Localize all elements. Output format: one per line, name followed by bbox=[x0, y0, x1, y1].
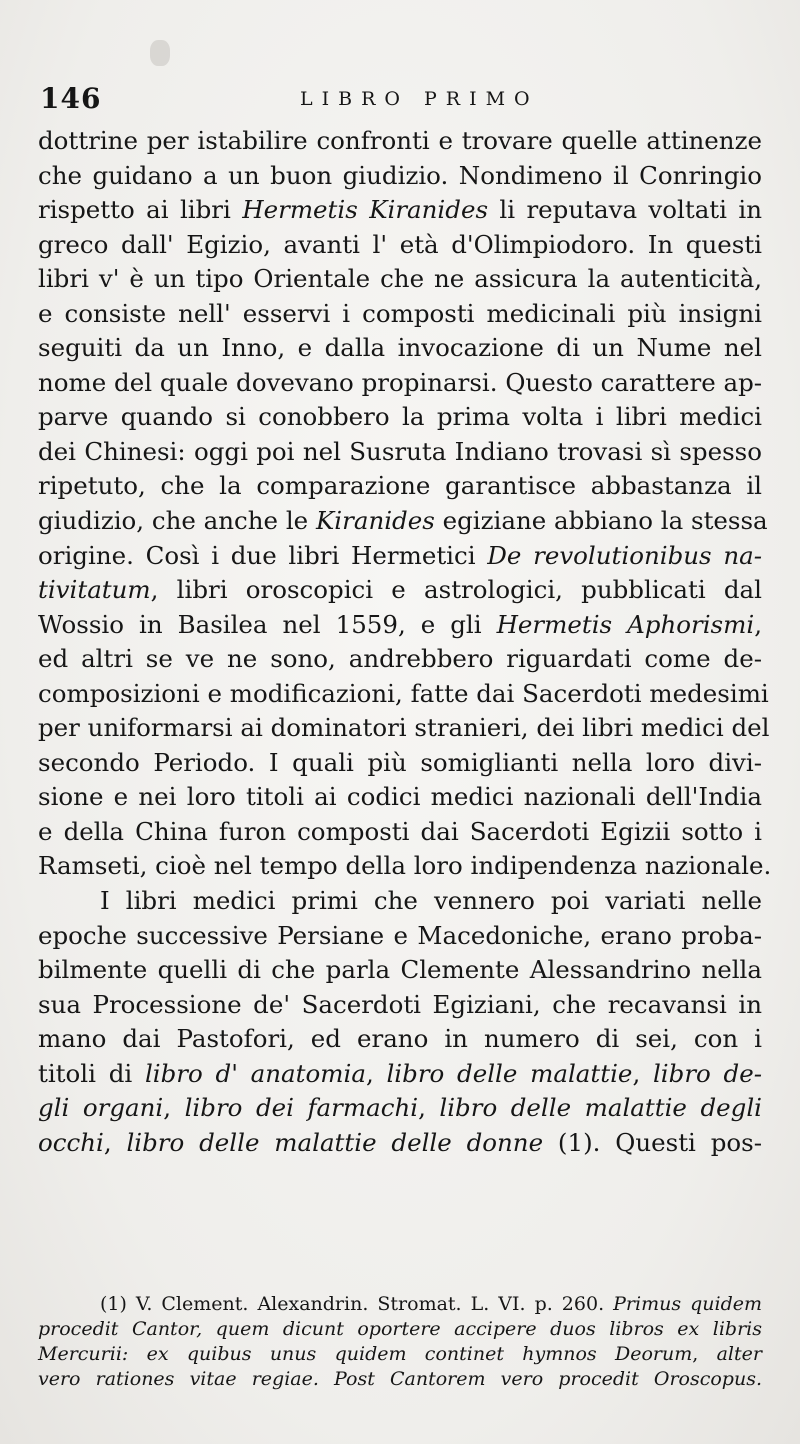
text-line bbox=[38, 953, 762, 988]
text-run: epoche successive Persiane e Macedoniche, erano proba- bbox=[38, 920, 762, 950]
text-run: , bbox=[632, 1058, 653, 1088]
text-run: parve quando si conobbero la prima volta i libri medici bbox=[38, 402, 762, 432]
footnote-line bbox=[38, 1292, 762, 1317]
text-run: origine. Così i due libri Hermetici bbox=[38, 540, 488, 570]
text-run: I libri medici primi che vennero poi variati nelle bbox=[100, 886, 762, 916]
text-line bbox=[38, 1022, 762, 1057]
text-line bbox=[38, 815, 762, 850]
text-run: rispetto ai libri bbox=[38, 195, 243, 225]
italic-run: tivitatum bbox=[38, 575, 151, 605]
text-run: dottrine per istabilire confronti e trovare quelle attinenze bbox=[38, 126, 762, 155]
text-run: mano dai Pastofori, ed erano in numero di sei, con i bbox=[38, 1024, 762, 1054]
text-line bbox=[38, 780, 762, 815]
text-run: giudizio, che anche le bbox=[38, 506, 316, 536]
text-run: ripetuto, che la comparazione garantisce abbastanza il bbox=[38, 471, 762, 501]
text-line bbox=[38, 608, 762, 643]
italic-run: gli organi bbox=[38, 1093, 164, 1123]
text-run: composizioni e modificazioni, fatte dai Sacerdoti medesimi bbox=[38, 678, 769, 708]
text-line bbox=[38, 193, 762, 228]
italic-run: De revolutionibus na- bbox=[487, 540, 762, 570]
italic-run: Kiranides bbox=[315, 506, 435, 536]
text-line bbox=[38, 919, 762, 954]
italic-run: libro d' anatomia bbox=[144, 1058, 366, 1088]
text-run: (1) V. Clement. Alexandrin. Stromat. L. VI. p. 260. bbox=[100, 1293, 614, 1315]
text-run: bilmente quelli di che parla Clemente Alessandrino nella bbox=[38, 955, 762, 985]
text-run: , bbox=[103, 1127, 127, 1157]
text-line bbox=[38, 988, 762, 1023]
footnote-line bbox=[38, 1342, 762, 1367]
text-line bbox=[38, 504, 768, 539]
text-run: , libri oroscopici e astrologici, pubblicati dal bbox=[150, 575, 762, 605]
text-run: sua Processione de' Sacerdoti Egiziani, che recavansi in bbox=[38, 989, 762, 1019]
text-run: dei Chinesi: oggi poi nel Susruta Indiano trovasi sì spesso bbox=[38, 436, 762, 466]
text-run: che guidano a un buon giudizio. Nondimeno il Conringio bbox=[38, 160, 762, 190]
footnote bbox=[38, 1292, 762, 1392]
text-line bbox=[38, 366, 762, 401]
text-run: , bbox=[365, 1058, 387, 1088]
text-run: , bbox=[754, 609, 762, 639]
ink-smudge bbox=[150, 40, 170, 66]
italic-run: procedit Cantor, quem dicunt oportere accipere duos libros ex libris bbox=[38, 1318, 762, 1340]
text-run: li reputava voltati in bbox=[488, 195, 762, 225]
text-run: seguiti da un Inno, e dalla invocazione di un Nume nel bbox=[38, 333, 762, 363]
text-run: , bbox=[418, 1093, 440, 1123]
text-line bbox=[38, 746, 762, 781]
text-run: e consiste nell' esservi i composti medicinali più insigni bbox=[38, 298, 762, 328]
text-line bbox=[38, 435, 762, 470]
text-run: , bbox=[692, 1343, 717, 1365]
text-run: ed altri se ve ne sono, andrebbero riguardati come de- bbox=[38, 644, 762, 674]
text-line bbox=[38, 1091, 762, 1126]
running-head: LIBRO PRIMO bbox=[300, 88, 539, 110]
page-number: 146 bbox=[40, 82, 102, 115]
text-line bbox=[38, 677, 769, 712]
text-line bbox=[38, 331, 762, 366]
page-header bbox=[40, 82, 760, 118]
text-run: titoli di bbox=[38, 1058, 145, 1088]
text-run: sione e nei loro titoli ai codici medici nazionali dell'India bbox=[38, 782, 762, 812]
text-line bbox=[38, 884, 762, 919]
italic-run: alter bbox=[716, 1343, 762, 1365]
text-run: Wossio in Basilea nel 1559, e gli bbox=[38, 609, 497, 639]
italic-run: libro de- bbox=[652, 1058, 762, 1088]
italic-run: occhi bbox=[38, 1127, 104, 1157]
text-run: Ramseti, cioè nel tempo della loro indipendenza nazionale. bbox=[38, 851, 772, 881]
italic-run: libro delle malattie delle donne bbox=[126, 1127, 544, 1157]
text-line bbox=[38, 1057, 762, 1092]
italic-run: libro delle malattie degli bbox=[439, 1093, 762, 1123]
footnote-line bbox=[38, 1367, 762, 1392]
text-run: secondo Periodo. I quali più somiglianti nella loro divi- bbox=[38, 747, 762, 777]
text-line bbox=[38, 539, 762, 574]
text-line bbox=[38, 469, 762, 504]
text-line bbox=[38, 159, 762, 194]
text-line bbox=[38, 124, 762, 159]
italic-run: libro dei farmachi bbox=[184, 1093, 419, 1123]
italic-run: Primus quidem bbox=[613, 1293, 763, 1315]
italic-run: Mercurii: ex quibus unus quidem continet hymnos Deorum bbox=[38, 1343, 693, 1365]
text-run: e della China furon composti dai Sacerdoti Egizii sotto i bbox=[38, 816, 762, 846]
text-run: egiziane abbiano la stessa bbox=[434, 506, 768, 536]
text-line bbox=[38, 262, 762, 297]
bleed-through bbox=[40, 1248, 760, 1278]
text-line bbox=[38, 711, 770, 746]
text-line bbox=[38, 297, 762, 332]
text-run: greco dall' Egizio, avanti l' età d'Olimpiodoro. In questi bbox=[38, 229, 762, 259]
text-line bbox=[38, 573, 762, 608]
italic-run: vero rationes vitae regiae. Post Cantorem vero procedit Oroscopus. bbox=[38, 1368, 762, 1390]
italic-run: Hermetis Aphorismi bbox=[496, 609, 755, 639]
text-run: (1). Questi pos- bbox=[543, 1127, 762, 1157]
italic-run: libro delle malattie bbox=[386, 1058, 633, 1088]
text-line bbox=[38, 228, 762, 263]
text-line bbox=[38, 642, 762, 677]
text-line bbox=[38, 400, 762, 435]
body-text bbox=[38, 124, 772, 1160]
text-line bbox=[38, 849, 772, 884]
italic-run: Hermetis Kiranides bbox=[242, 195, 489, 225]
text-run: per uniformarsi ai dominatori stranieri, dei libri medici del bbox=[38, 713, 770, 743]
text-run: nome del quale dovevano propinarsi. Questo carattere ap- bbox=[38, 367, 763, 397]
footnote-line bbox=[38, 1317, 762, 1342]
text-line bbox=[38, 1126, 762, 1161]
text-run: libri v' è un tipo Orientale che ne assicura la autenticità, bbox=[38, 264, 762, 294]
text-run: , bbox=[163, 1093, 185, 1123]
